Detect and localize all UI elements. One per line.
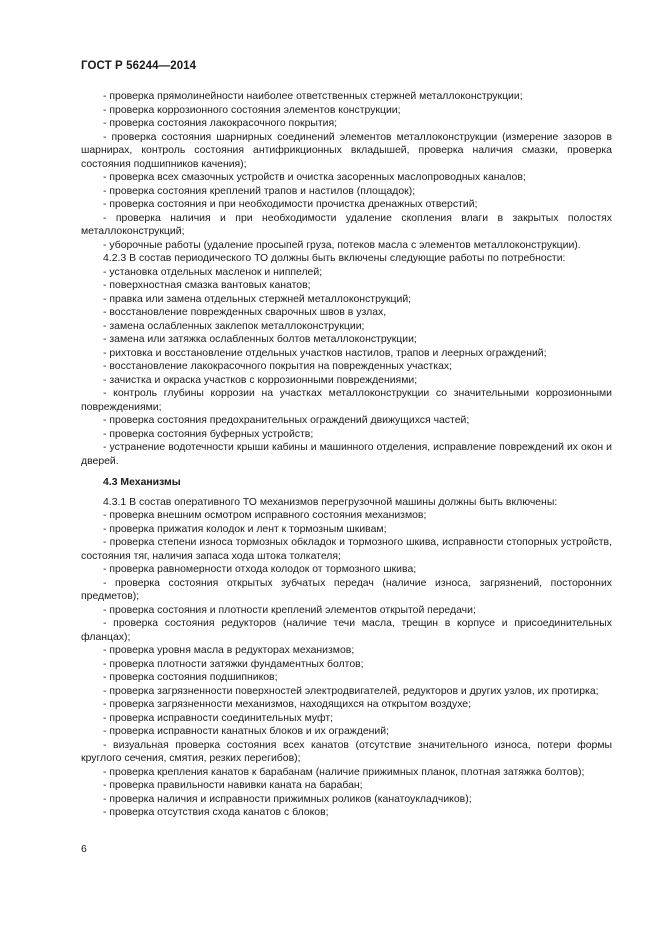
list-item: - контроль глубины коррозии на участках металлоконструкции со значительными коррозионными повреждениями; [81,388,612,413]
list-item: - проверка плотности затяжки фундаментных болтов; [103,658,364,670]
list-item: - проверка равномерности отхода колодок от тормозного шкива; [103,564,417,575]
list-item: - проверка состояния и при необходимости прочистка дренажных отверстий; [103,199,478,210]
list-item: - восстановление поврежденных сварочных швов в узлах, [103,307,387,318]
list-item: - проверка состояния лакокрасочного покрытия; [103,118,338,129]
list-item: - проверка состояния открытых зубчатых передач (наличие износа, загрязнений, посторонних предметов); [81,577,612,602]
document-header: ГОСТ Р 56244—2014 [81,60,197,72]
list-item: - проверка прижатия колодок и лент к тормозным шкивам; [103,523,387,535]
clause-4-3-1: 4.3.1 В состав оперативного ТО механизмов перегрузочной машины должны быть включены: [103,496,558,508]
list-item: - проверка отсутствия схода канатов с блоков; [103,807,329,818]
list-item: - проверка состояния шарнирных соединений элементов металлоконструкции (измерение зазоров в шарнирах, контроль состояния антифрикционных вкладышей, проверка наличия смазки, проверка состояния подшипников качения); [81,131,612,170]
list-item: - проверка исправности канатных блоков и их ограждений; [103,726,389,737]
list-item: - проверка состояния креплений трапов и настилов (площадок); [103,185,416,197]
list-item: - установка отдельных масленок и ниппелей; [103,266,323,278]
list-item: - проверка крепления канатов к барабанам (наличие прижимных планок, плотная затяжка болтов); [103,766,585,778]
list-item: - проверка состояния предохранительных ограждений движущихся частей; [103,415,470,426]
list-item: - замена ослабленных заклепок металлоконструкции; [103,320,365,332]
list-section-b [81,496,612,820]
list-item: - проверка состояния буферных устройств; [103,428,314,440]
document-body [81,90,612,820]
list-item: - проверка состояния редукторов (наличие течи масла, трещин в корпусе и присоединительных фланцах); [81,618,612,643]
list-section-a [81,90,612,468]
clause-4-2-3: 4.2.3 В состав периодического ТО должны быть включены следующие работы по потребности: [103,253,566,264]
list-item: - восстановление лакокрасочного покрытия на поврежденных участках; [103,361,453,372]
list-item: - поверхностная смазка вантовых канатов; [103,280,311,291]
list-item: - зачистка и окраска участков с коррозионными повреждениями; [103,374,418,386]
list-item: - визуальная проверка состояния всех канатов (отсутствие значительного износа, потери формы круглого сечения, смятия, резких перегибов); [81,739,612,764]
list-item: - проверка прямолинейности наиболее ответственных стержней металлоконструкции; [103,91,523,102]
list-item: - проверка состояния подшипников; [103,672,278,683]
list-item: - проверка загрязненности поверхностей электродвигателей, редукторов и других узлов, их протирка; [103,685,599,697]
list-item: - проверка загрязненности механизмов, находящихся на открытом воздухе; [103,699,471,710]
list-item: - проверка состояния и плотности креплений элементов открытой передачи; [103,604,476,616]
list-item: - проверка всех смазочных устройств и очистка засоренных маслопроводных каналов; [103,172,526,183]
list-item: - проверка наличия и исправности прижимных роликов (канатоукладчиков); [103,793,472,805]
list-item: - проверка степени износа тормозных обкладок и тормозного шкива, исправности стопорных устройств, состояния тяг, наличия запаса хода штока толкателя; [81,537,612,562]
list-item: - проверка внешним осмотром исправного состояния механизмов; [103,510,427,521]
list-item: - рихтовка и восстановление отдельных участков настилов, трапов и леерных ограждений; [103,347,547,359]
list-item: - правка или замена отдельных стержней металлоконструкций; [103,293,412,305]
page-number: 6 [81,843,87,855]
list-item: - проверка наличия и при необходимости удаление скопления влаги в закрытых полостях металлоконструкций; [81,212,612,237]
list-item: - замена или затяжка ослабленных болтов металлоконструкции; [103,334,417,345]
section-heading-mechanisms: 4.3 Механизмы [103,477,181,488]
list-item: - проверка исправности соединительных муфт; [103,712,334,724]
list-item: - проверка уровня масла в редукторах механизмов; [103,645,355,656]
list-item: - проверка коррозионного состояния элементов конструкции; [103,104,401,116]
list-item: - уборочные работы (удаление просыпей груза, потеков масла с элементов металлоконструкции). [103,239,581,251]
list-item: - устранение водотечности крыши кабины и машинного отделения, исправление повреждений их окон и дверей. [81,442,612,467]
list-item: - проверка правильности навивки каната на барабан; [103,780,363,791]
